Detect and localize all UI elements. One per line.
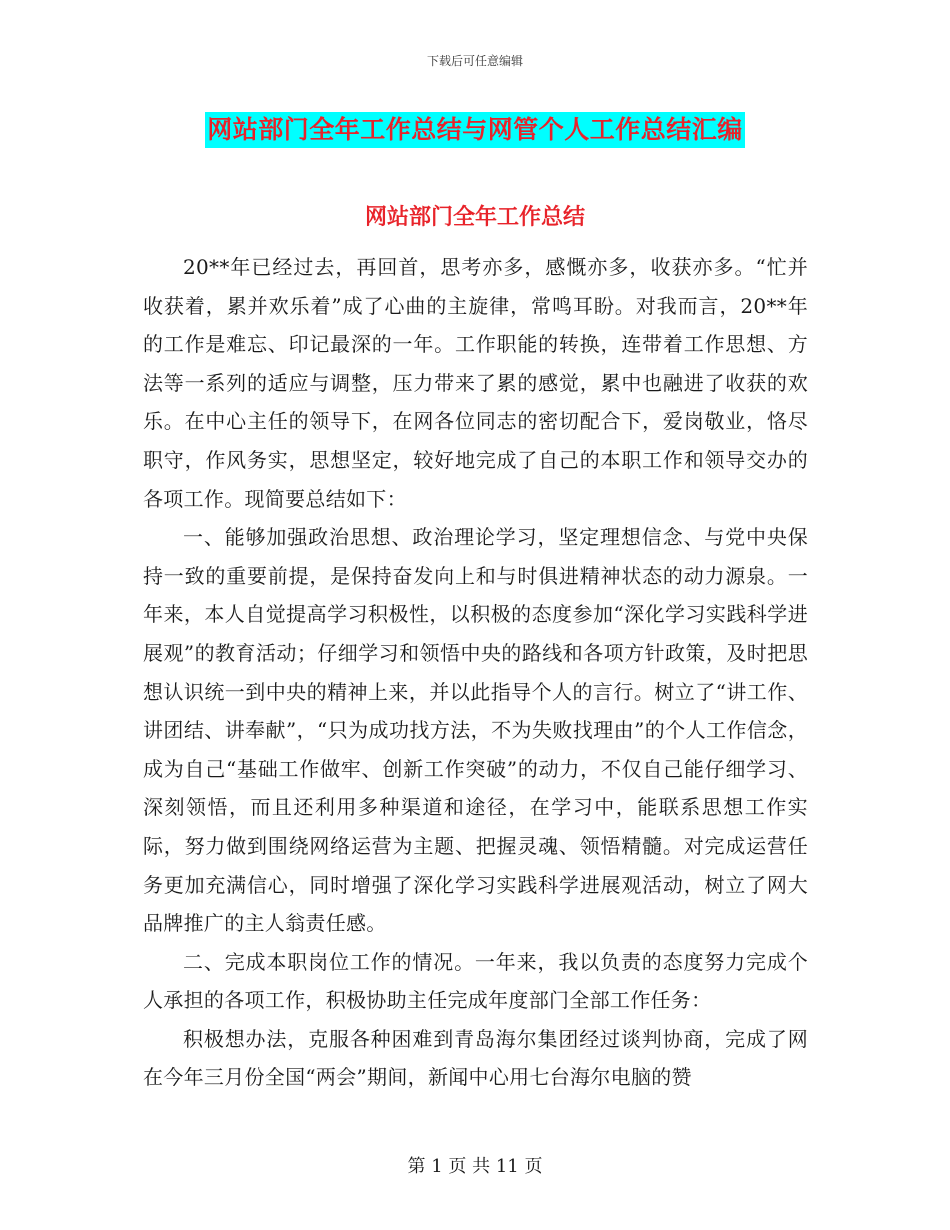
document-body — [143, 248, 808, 1097]
header-note: 下载后可任意编辑 — [426, 54, 523, 68]
paragraph: 二、完成本职岗位工作的情况。一年来，我以负责的态度努力完成个人承担的各项工作，积极协助主任完成年度部门全部工作任务： — [143, 949, 808, 1013]
paragraph: 20**年已经过去，再回首，思考亦多，感慨亦多，收获亦多。“忙并收获着，累并欢乐着”成了心曲的主旋律，常鸣耳盼。对我而言，20**年的工作是难忘、印记最深的一年。工作职能的转换，连带着工作思想、方法等一系列的适应与调整，压力带来了累的感觉，累中也融进了收获的欢乐。在中心主任的领导下，在网各位同志的密切配合下，爱岗敬业，恪尽职守，作风务实，思想坚定，较好地完成了自己的本职工作和领导交办的各项工作。现简要总结如下： — [143, 255, 808, 511]
main-title-container — [0, 112, 950, 148]
main-title: 网站部门全年工作总结与网管个人工作总结汇编 — [205, 112, 745, 148]
section-title: 网站部门全年工作总结 — [364, 204, 585, 230]
paragraph: 积极想办法，克服各种困难到青岛海尔集团经过谈判协商，完成了网在今年三月份全国“两会”期间，新闻中心用七台海尔电脑的赞 — [143, 1026, 808, 1090]
page-number: 第 1 页 共 11 页 — [407, 1156, 543, 1177]
paragraph: 一、能够加强政治思想、政治理论学习，坚定理想信念、与党中央保持一致的重要前提，是保持奋发向上和与时俱进精神状态的动力源泉。一年来，本人自觉提高学习积极性，以积极的态度参加“深化学习实践科学进展观”的教育活动；仔细学习和领悟中央的路线和各项方针政策，及时把思想认识统一到中央的精神上来，并以此指导个人的言行。树立了“讲工作、讲团结、讲奉献”，“只为成功找方法，不为失败找理由”的个人工作信念，成为自己“基础工作做牢、创新工作突破”的动力，不仅自己能仔细学习、深刻领悟，而且还利用多种渠道和途径，在学习中，能联系思想工作实际，努力做到围绕网络运营为主题、把握灵魂、领悟精髓。对完成运营任务更加充满信心，同时增强了深化学习实践科学进展观活动，树立了网大品牌推广的主人翁责任感。 — [143, 525, 808, 936]
